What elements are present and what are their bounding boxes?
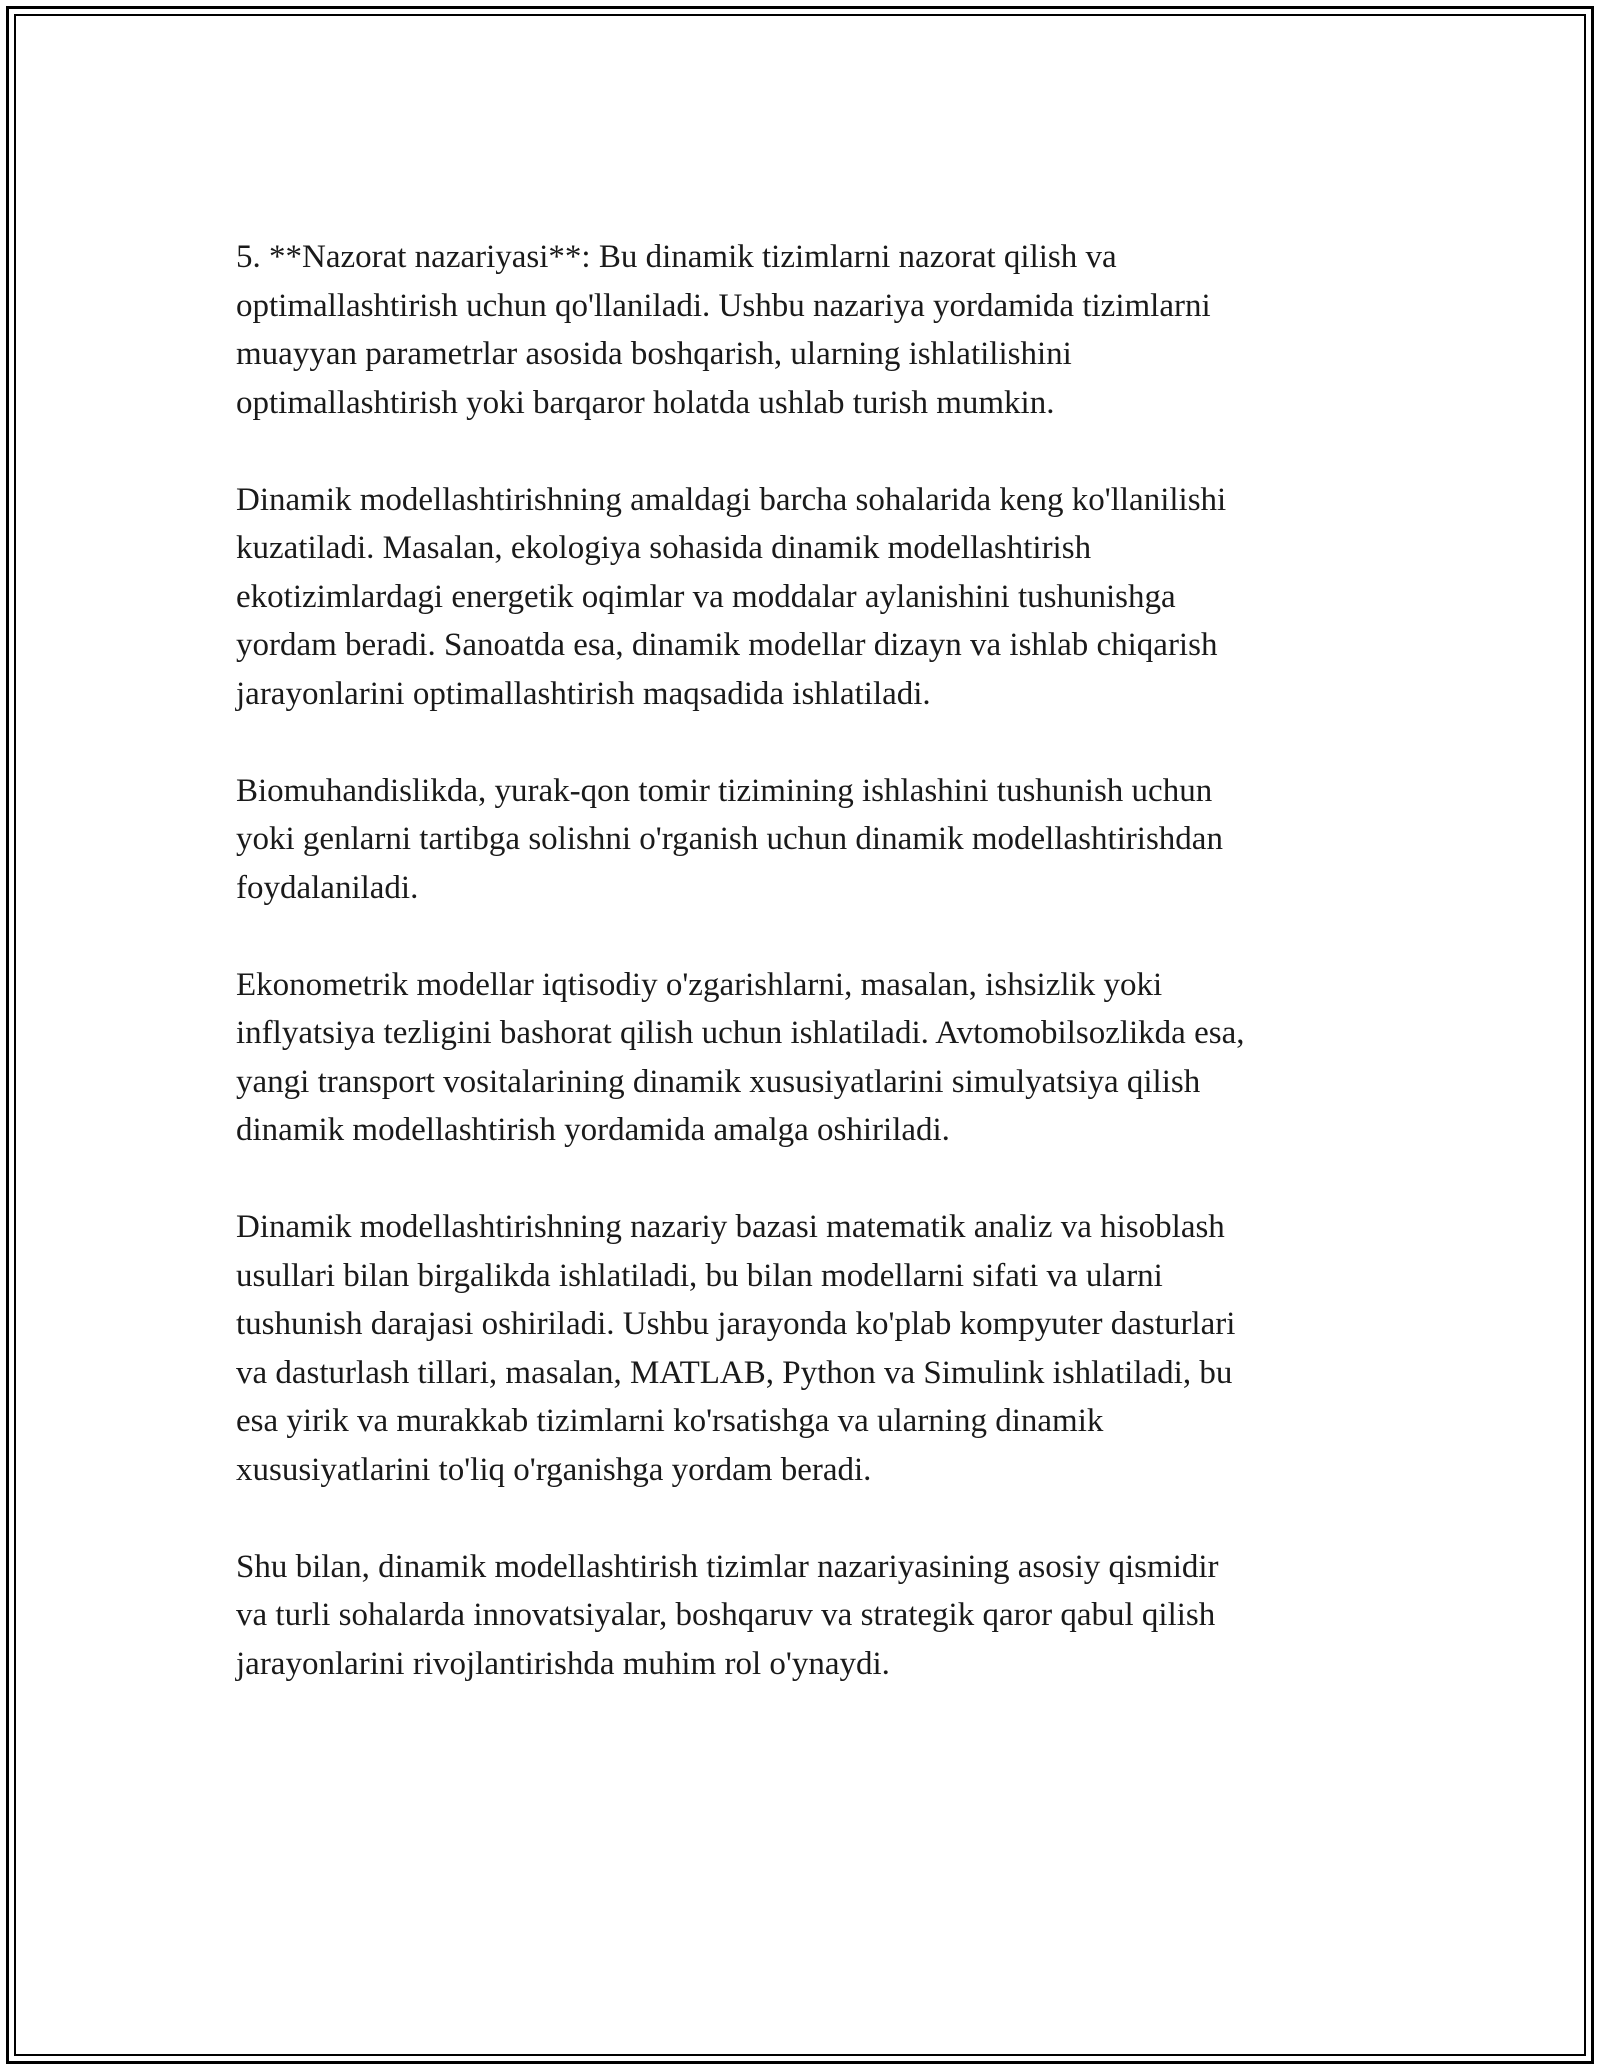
paragraph-bioengineering: Biomuhandislikda, yurak-qon tomir tizimining ishlashini tushunish uchun yoki genlarni tartibga solishni o'rganish uchun dinamik modellashtirishdan foydalaniladi. <box>236 772 1223 906</box>
paragraph-applications: Dinamik modellashtirishning amaldagi barcha sohalarida keng ko'llanilishi kuzatiladi. Masalan, ekologiya sohasida dinamik modellashtirish ekotizimlardagi energetik oqimlar va moddalar aylanishini tushunishga yordam beradi. Sanoatda esa, dinamik modellar dizayn va ishlab chiqarish jarayonlarini optimallashtirish maqsadida ishlatiladi. <box>236 481 1227 712</box>
document-body <box>236 233 1386 1737</box>
paragraph-conclusion: Shu bilan, dinamik modellashtirish tizimlar nazariyasining asosiy qismidir va turli sohalarda innovatsiyalar, boshqaruv va strategik qaror qabul qilish jarayonlarini rivojlantirishda muhim rol o'ynaydi. <box>236 1548 1219 1682</box>
paragraph-econometrics: Ekonometrik modellar iqtisodiy o'zgarishlarni, masalan, ishsizlik yoki inflyatsiya tezligini bashorat qilish uchun ishlatiladi. Avtomobilsozlikda esa, yangi transport vositalarining dinamik xususiyatlarini simulyatsiya qilish dinamik modellashtirish yordamida amalga oshiriladi. <box>236 966 1245 1148</box>
paragraph-control-theory: 5. **Nazorat nazariyasi**: Bu dinamik tizimlarni nazorat qilish va optimallashtirish uchun qo'llaniladi. Ushbu nazariya yordamida tizimlarni muayyan parametrlar asosida boshqarish, ularning ishlatilishini optimallashtirish yoki barqaror holatda ushlab turish mumkin. <box>236 239 1211 421</box>
paragraph-theoretical-base: Dinamik modellashtirishning nazariy bazasi matematik analiz va hisoblash usullari bilan birgalikda ishlatiladi, bu bilan modellarni sifati va ularni tushunish darajasi oshiriladi. Ushbu jarayonda ko'plab kompyuter dasturlari va dasturlash tillari, masalan, MATLAB, Python va Simulink ishlatiladi, bu esa yirik va murakkab tizimlarni ko'rsatishga va ularning dinamik xususiyatlarini to'liq o'rganishga yordam beradi. <box>236 1209 1236 1488</box>
